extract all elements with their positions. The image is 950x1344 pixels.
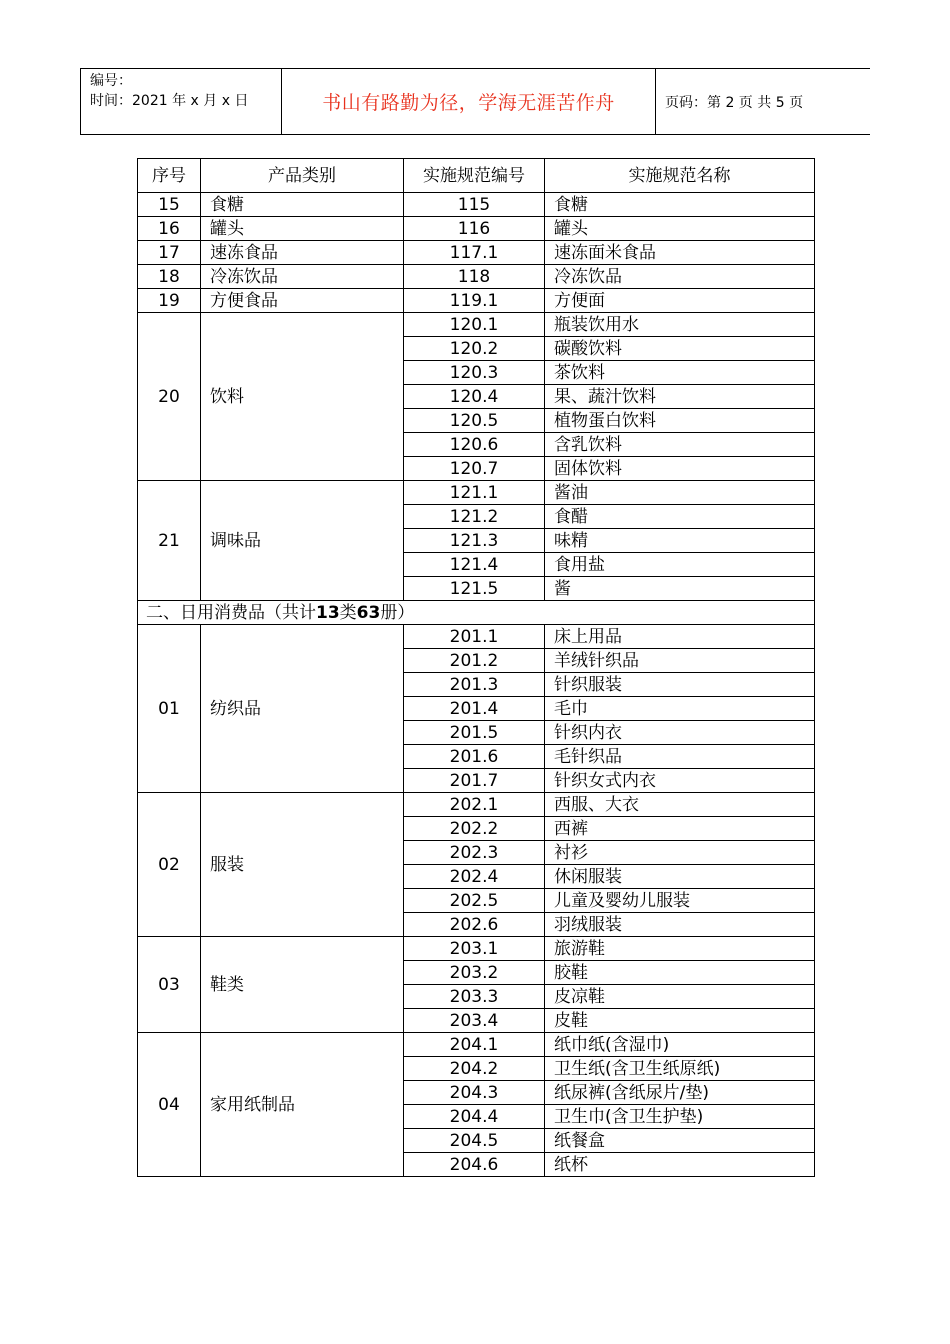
- name-cell: 休闲服装: [545, 865, 815, 889]
- name-cell: 植物蛋白饮料: [545, 409, 815, 433]
- name-cell: 纸巾纸(含湿巾): [545, 1033, 815, 1057]
- code-cell: 121.2: [404, 505, 545, 529]
- code-cell: 204.3: [404, 1081, 545, 1105]
- table-row: [138, 1033, 815, 1057]
- name-cell: 茶饮料: [545, 361, 815, 385]
- table-row: [138, 241, 815, 265]
- code-cell: 201.1: [404, 625, 545, 649]
- code-cell: 202.1: [404, 793, 545, 817]
- code-cell: 201.7: [404, 769, 545, 793]
- category-cell: 调味品: [201, 481, 404, 601]
- name-cell: 纸尿裤(含纸尿片/垫): [545, 1081, 815, 1105]
- name-cell: 西裤: [545, 817, 815, 841]
- time-label: 时间：2021 年 x 月 x 日: [90, 93, 249, 109]
- seq-cell: 19: [138, 289, 201, 313]
- seq-cell: 17: [138, 241, 201, 265]
- code-cell: 202.5: [404, 889, 545, 913]
- table-row: [138, 289, 815, 313]
- code-cell: 201.2: [404, 649, 545, 673]
- name-cell: 纸杯: [545, 1153, 815, 1177]
- name-cell: 食醋: [545, 505, 815, 529]
- code-cell: 203.1: [404, 937, 545, 961]
- table-row: [138, 193, 815, 217]
- name-cell: 固体饮料: [545, 457, 815, 481]
- section-title-suffix: 册）: [380, 602, 415, 623]
- section-row: [138, 601, 815, 625]
- col-header-code: 实施规范编号: [404, 159, 545, 193]
- seq-cell: 21: [138, 481, 201, 601]
- section-title-n2: 63: [356, 602, 381, 623]
- category-cell: 速冻食品: [201, 241, 404, 265]
- code-cell: 116: [404, 217, 545, 241]
- name-cell: 毛巾: [545, 697, 815, 721]
- code-cell: 120.1: [404, 313, 545, 337]
- code-cell: 204.5: [404, 1129, 545, 1153]
- motto-cell: [282, 69, 656, 134]
- code-cell: 118: [404, 265, 545, 289]
- seq-cell: 20: [138, 313, 201, 481]
- table-row: [138, 625, 815, 649]
- name-cell: 冷冻饮品: [545, 265, 815, 289]
- name-cell: 纸餐盒: [545, 1129, 815, 1153]
- category-cell: 罐头: [201, 217, 404, 241]
- code-cell: 201.5: [404, 721, 545, 745]
- section-title-mid: 类: [339, 602, 357, 623]
- name-cell: 皮鞋: [545, 1009, 815, 1033]
- section-title-prefix: 二、日用消费品（共计: [146, 602, 316, 623]
- name-cell: 瓶装饮用水: [545, 313, 815, 337]
- code-cell: 121.3: [404, 529, 545, 553]
- code-cell: 117.1: [404, 241, 545, 265]
- name-cell: 含乳饮料: [545, 433, 815, 457]
- code-cell: 201.6: [404, 745, 545, 769]
- name-cell: 床上用品: [545, 625, 815, 649]
- name-cell: 酱油: [545, 481, 815, 505]
- code-cell: 120.3: [404, 361, 545, 385]
- name-cell: 皮凉鞋: [545, 985, 815, 1009]
- name-cell: 速冻面米食品: [545, 241, 815, 265]
- code-cell: 202.3: [404, 841, 545, 865]
- code-cell: 120.4: [404, 385, 545, 409]
- code-cell: 201.3: [404, 673, 545, 697]
- category-cell: 方便食品: [201, 289, 404, 313]
- category-cell: 家用纸制品: [201, 1033, 404, 1177]
- page-number: 页码：第 2 页 共 5 页: [665, 94, 804, 111]
- header-meta-cell: [81, 69, 282, 134]
- code-cell: 120.2: [404, 337, 545, 361]
- code-cell: 121.4: [404, 553, 545, 577]
- code-cell: 204.6: [404, 1153, 545, 1177]
- table-header-row: [138, 159, 815, 193]
- name-cell: 卫生纸(含卫生纸原纸): [545, 1057, 815, 1081]
- category-cell: 服装: [201, 793, 404, 937]
- table-row: [138, 481, 815, 505]
- seq-cell: 04: [138, 1033, 201, 1177]
- code-cell: 203.4: [404, 1009, 545, 1033]
- name-cell: 食用盐: [545, 553, 815, 577]
- name-cell: 针织内衣: [545, 721, 815, 745]
- name-cell: 卫生巾(含卫生护垫): [545, 1105, 815, 1129]
- code-cell: 120.7: [404, 457, 545, 481]
- category-cell: 饮料: [201, 313, 404, 481]
- seq-cell: 02: [138, 793, 201, 937]
- code-cell: 204.4: [404, 1105, 545, 1129]
- code-cell: 202.6: [404, 913, 545, 937]
- table-row: [138, 265, 815, 289]
- code-cell: 202.2: [404, 817, 545, 841]
- seq-cell: 03: [138, 937, 201, 1033]
- name-cell: 羽绒服装: [545, 913, 815, 937]
- code-cell: 204.2: [404, 1057, 545, 1081]
- page-number-cell: [656, 69, 870, 134]
- seq-cell: 18: [138, 265, 201, 289]
- name-cell: 毛针织品: [545, 745, 815, 769]
- col-header-seq: 序号: [138, 159, 201, 193]
- section-title: [138, 601, 815, 625]
- name-cell: 罐头: [545, 217, 815, 241]
- code-cell: 202.4: [404, 865, 545, 889]
- category-cell: 纺织品: [201, 625, 404, 793]
- name-cell: 食糖: [545, 193, 815, 217]
- code-label: 编号：: [90, 73, 132, 89]
- code-cell: 120.5: [404, 409, 545, 433]
- code-cell: 203.2: [404, 961, 545, 985]
- col-header-name: 实施规范名称: [545, 159, 815, 193]
- page-header: [80, 68, 870, 135]
- seq-cell: 01: [138, 625, 201, 793]
- name-cell: 果、蔬汁饮料: [545, 385, 815, 409]
- code-cell: 115: [404, 193, 545, 217]
- table-row: [138, 937, 815, 961]
- name-cell: 羊绒针织品: [545, 649, 815, 673]
- table-row: [138, 217, 815, 241]
- spec-table: [137, 158, 815, 1177]
- code-cell: 203.3: [404, 985, 545, 1009]
- seq-cell: 16: [138, 217, 201, 241]
- col-header-category: 产品类别: [201, 159, 404, 193]
- name-cell: 儿童及婴幼儿服装: [545, 889, 815, 913]
- name-cell: 针织服装: [545, 673, 815, 697]
- name-cell: 胶鞋: [545, 961, 815, 985]
- name-cell: 衬衫: [545, 841, 815, 865]
- code-cell: 119.1: [404, 289, 545, 313]
- code-cell: 204.1: [404, 1033, 545, 1057]
- name-cell: 碳酸饮料: [545, 337, 815, 361]
- code-cell: 201.4: [404, 697, 545, 721]
- name-cell: 味精: [545, 529, 815, 553]
- name-cell: 旅游鞋: [545, 937, 815, 961]
- table-row: [138, 793, 815, 817]
- motto-text: 书山有路勤为径，学海无涯苦作舟: [322, 92, 615, 114]
- table-row: [138, 313, 815, 337]
- section-title-n1: 13: [316, 602, 340, 623]
- category-cell: 食糖: [201, 193, 404, 217]
- name-cell: 方便面: [545, 289, 815, 313]
- seq-cell: 15: [138, 193, 201, 217]
- category-cell: 鞋类: [201, 937, 404, 1033]
- name-cell: 酱: [545, 577, 815, 601]
- spec-table-body: [138, 159, 815, 1177]
- code-cell: 121.5: [404, 577, 545, 601]
- name-cell: 西服、大衣: [545, 793, 815, 817]
- category-cell: 冷冻饮品: [201, 265, 404, 289]
- code-cell: 121.1: [404, 481, 545, 505]
- name-cell: 针织女式内衣: [545, 769, 815, 793]
- code-cell: 120.6: [404, 433, 545, 457]
